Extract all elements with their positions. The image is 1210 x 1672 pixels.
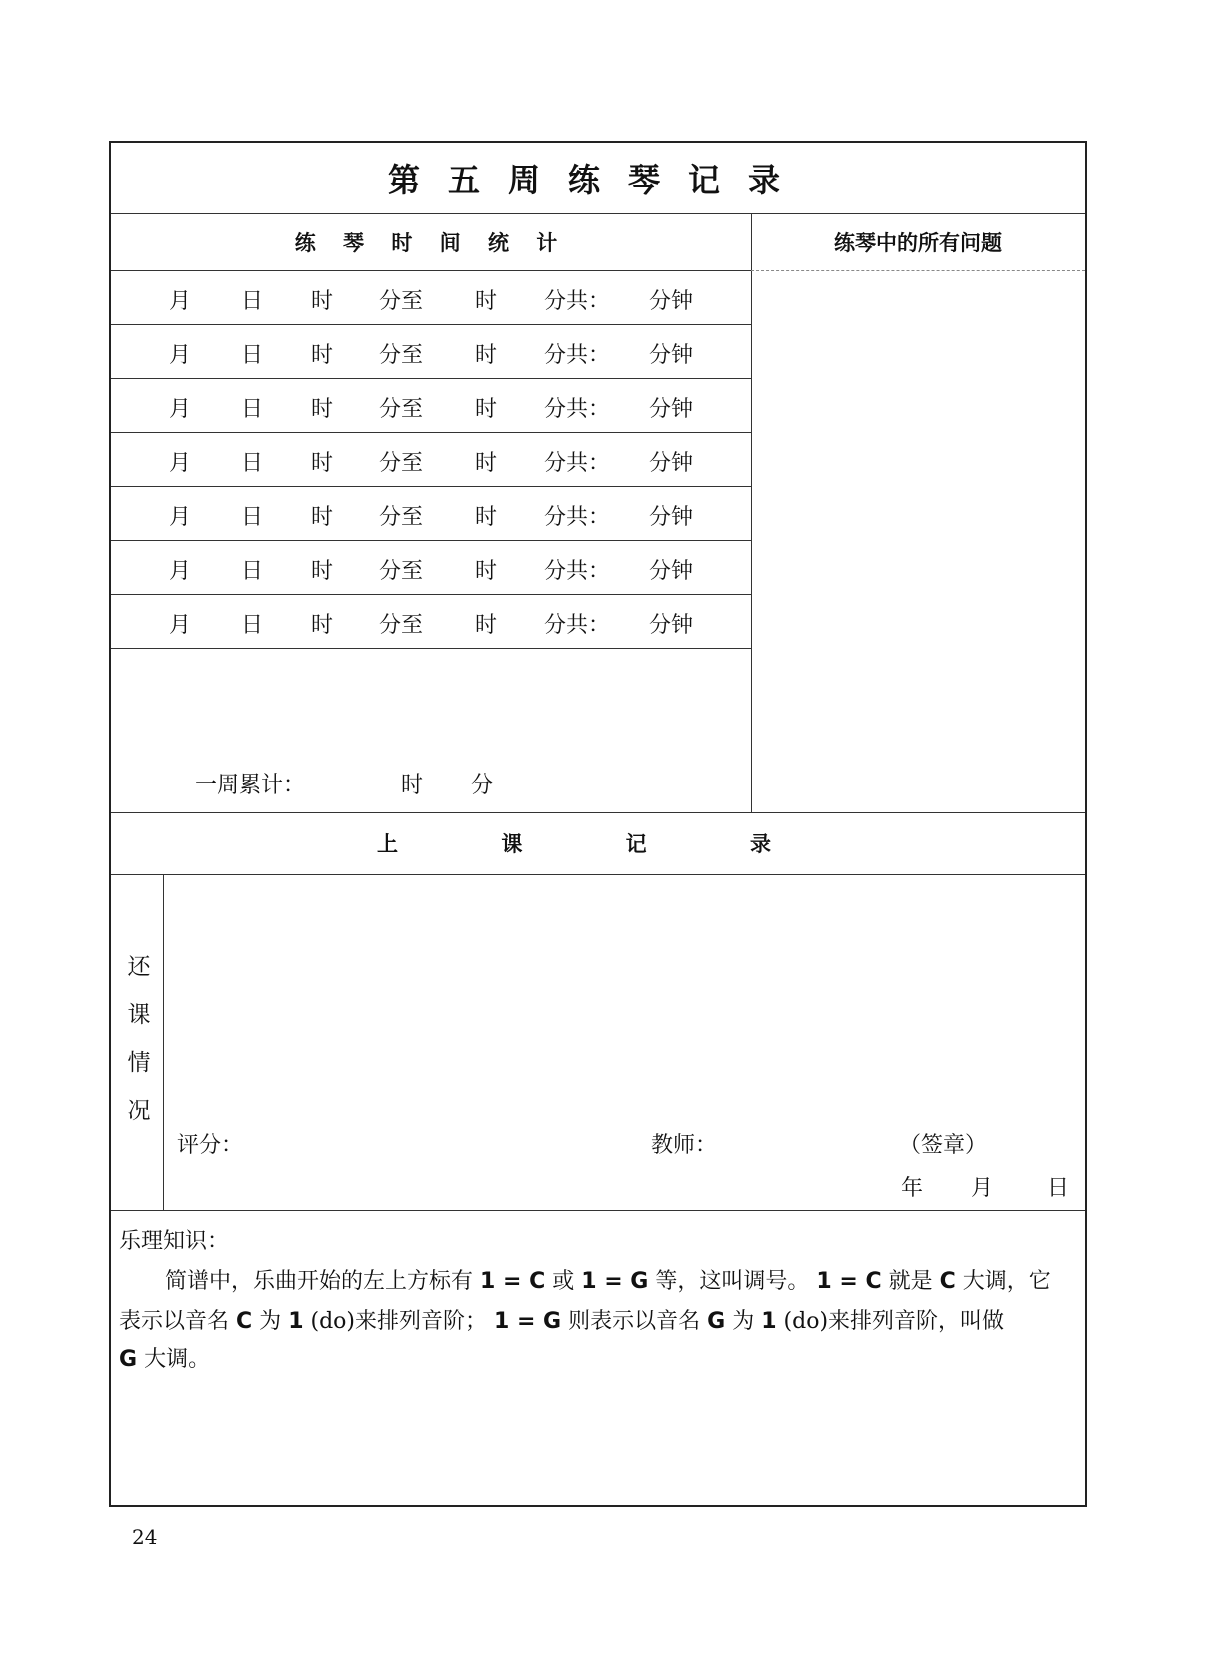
theory-text: 大调，它 (962, 1269, 1051, 1294)
label-char: 况 (127, 1098, 151, 1124)
weekly-total-label: 一周累计： (195, 773, 306, 798)
practice-cell: 月 (169, 559, 192, 584)
practice-cell: 时 (311, 505, 334, 530)
practice-cell: 时 (475, 505, 498, 530)
practice-cell: 月 (169, 505, 192, 530)
practice-cell: 分钟 (649, 451, 694, 476)
weekly-hour: 时 (401, 773, 424, 798)
practice-cell: 分至 (379, 451, 424, 476)
theory-text: 则表示以音名 (568, 1309, 701, 1334)
practice-cell: 分共： (544, 505, 611, 530)
theory-text: (do)来排列音阶； (310, 1309, 487, 1334)
lesson-heading: 上 课 记 录 (377, 832, 819, 856)
column-divider (751, 213, 752, 812)
practice-cell: 月 (169, 613, 192, 638)
practice-cell: 分钟 (649, 559, 694, 584)
theory-text: 或 (552, 1269, 575, 1294)
label-char: 课 (127, 1002, 151, 1028)
weekly-total-row (111, 754, 751, 811)
practice-cell: 分共： (544, 343, 611, 368)
divider (751, 270, 1085, 271)
seal-label: （签章） (899, 1133, 988, 1158)
note-name: C (939, 1269, 956, 1294)
date-year: 年 (901, 1176, 924, 1201)
theory-text: 等，这叫调号。 (655, 1269, 810, 1294)
date-day: 日 (1047, 1176, 1070, 1201)
practice-row (111, 432, 751, 489)
theory-text: 为 (732, 1309, 755, 1334)
date-month: 月 (971, 1176, 994, 1201)
weekly-min: 分 (471, 773, 494, 798)
label-char: 还 (127, 954, 151, 980)
key-signature: 1 = C (816, 1269, 882, 1294)
practice-cell: 时 (311, 397, 334, 422)
label-char: 情 (127, 1050, 151, 1076)
teacher-label: 教师： (651, 1133, 718, 1158)
practice-cell: 时 (475, 397, 498, 422)
practice-cell: 分共： (544, 559, 611, 584)
practice-cell: 分共： (544, 289, 611, 314)
practice-cell: 分至 (379, 505, 424, 530)
practice-row (111, 324, 751, 381)
practice-cell: 时 (475, 289, 498, 314)
theory-line-1 (165, 1263, 1065, 1301)
divider (111, 1210, 1085, 1211)
practice-cell: 日 (241, 289, 264, 314)
practice-time-heading: 练 琴 时 间 统 计 (294, 230, 568, 255)
practice-cell: 时 (311, 451, 334, 476)
divider (111, 874, 1085, 875)
score-label: 评分： (177, 1133, 244, 1158)
theory-line-2 (119, 1303, 1079, 1341)
practice-cell: 时 (311, 343, 334, 368)
practice-cell: 时 (311, 613, 334, 638)
practice-cell: 日 (241, 559, 264, 584)
practice-cell: 分钟 (649, 505, 694, 530)
practice-cell: 分钟 (649, 613, 694, 638)
practice-cell: 分共： (544, 451, 611, 476)
practice-cell: 月 (169, 451, 192, 476)
practice-cell: 分钟 (649, 397, 694, 422)
practice-cell: 分共： (544, 613, 611, 638)
key-signature: 1 = G (581, 1269, 649, 1294)
note-number: 1 (288, 1309, 304, 1334)
note-number: 1 (761, 1309, 777, 1334)
practice-cell: 分钟 (649, 289, 694, 314)
practice-cell: 日 (241, 343, 264, 368)
practice-cell: 分至 (379, 343, 424, 368)
practice-cell: 时 (475, 451, 498, 476)
theory-label: 乐理知识： (119, 1229, 230, 1254)
practice-cell: 月 (169, 397, 192, 422)
practice-row (111, 594, 751, 651)
practice-cell: 分至 (379, 559, 424, 584)
page-number: 24 (132, 1525, 158, 1549)
theory-text: 大调。 (144, 1347, 211, 1372)
row-divider (111, 648, 751, 649)
practice-row (111, 486, 751, 543)
theory-line-3 (119, 1341, 210, 1379)
practice-cell: 月 (169, 343, 192, 368)
note-name: G (707, 1309, 726, 1334)
practice-cell: 分钟 (649, 343, 694, 368)
practice-cell: 日 (241, 613, 264, 638)
practice-row (111, 270, 751, 327)
page-title: 第五周练琴记录 (387, 161, 808, 199)
practice-cell: 时 (311, 559, 334, 584)
practice-cell: 时 (311, 289, 334, 314)
theory-text: 表示以音名 (119, 1309, 230, 1334)
practice-cell: 分至 (379, 289, 424, 314)
practice-cell: 日 (241, 505, 264, 530)
practice-cell: 时 (475, 559, 498, 584)
theory-text: (do)来排列音阶，叫做 (783, 1309, 1005, 1334)
practice-cell: 日 (241, 451, 264, 476)
theory-text: 就是 (888, 1269, 933, 1294)
key-signature: 1 = G (494, 1309, 562, 1334)
practice-row (111, 540, 751, 597)
practice-cell: 分至 (379, 397, 424, 422)
key-signature: 1 = C (480, 1269, 546, 1294)
problems-heading: 练琴中的所有问题 (834, 230, 1002, 255)
practice-cell: 分共： (544, 397, 611, 422)
theory-text: 简谱中，乐曲开始的左上方标有 (165, 1269, 474, 1294)
theory-text: 为 (259, 1309, 282, 1334)
practice-cell: 分至 (379, 613, 424, 638)
practice-row (111, 378, 751, 435)
note-name: G (119, 1347, 138, 1372)
return-lesson-label (119, 943, 159, 1135)
practice-record-sheet (109, 141, 1087, 1507)
practice-cell: 日 (241, 397, 264, 422)
practice-cell: 月 (169, 289, 192, 314)
practice-cell: 时 (475, 343, 498, 368)
note-name: C (236, 1309, 253, 1334)
column-divider (163, 874, 164, 1210)
practice-cell: 时 (475, 613, 498, 638)
